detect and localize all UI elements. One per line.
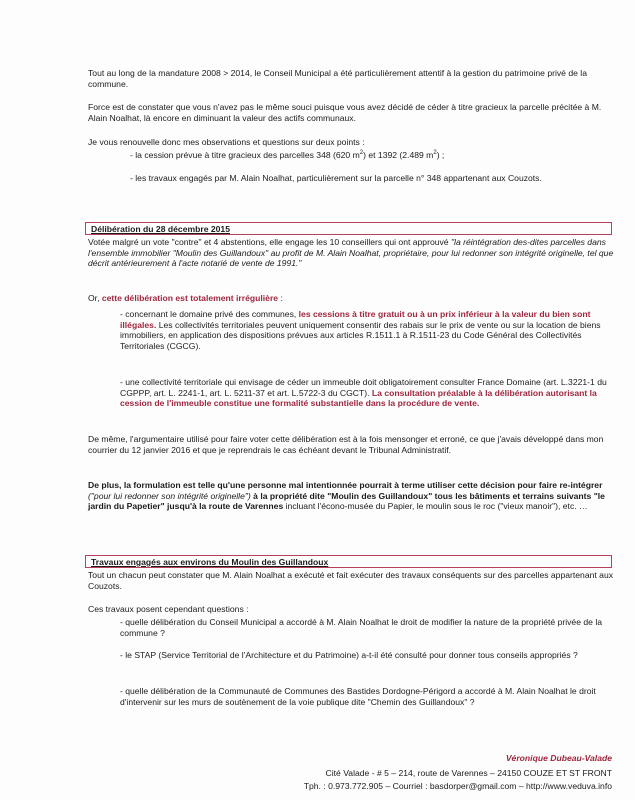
vote-text: Votée malgré un vote "contre" et 4 abstentions, elle engage les 10 conseillers qui ont approuvé [88, 237, 451, 247]
question-3: - quelle délibération de la Communauté de Communes des Bastides Dordogne-Périgord a accordé à M. Alain Noalhat le droit d'intervenir sur les murs de soutènement de la voie publique dite "Chemin des Guillandoux" ? [120, 686, 596, 707]
signature-name: Véronique Dubeau-Valade [505, 753, 612, 763]
bullet-1-text-red: les cessions à titre gratuit ou à un prix inférieur à la valeur du bien sont illégales. [120, 309, 591, 330]
or-text-red: cette délibération est totalement irrégulière [101, 293, 279, 303]
question-1: - quelle délibération du Conseil Municipal a accordé à M. Alain Noalhat le droit de modifier la nature de la propriété privée de la commune ? [120, 617, 603, 638]
or-text-a: Or, [88, 293, 102, 303]
vote-paragraph [88, 237, 616, 269]
section-heading-travaux [85, 555, 612, 568]
point-1-text-a: - la cession prévue à titre gracieux des parcelles 348 (620 m [130, 150, 360, 160]
intro-paragraph-2: Force est de constater que vous n'avez pas le même souci puisque vous avez décidé de céder à titre gracieux la parcelle précitée à M. Alain Noalhat, là encore en diminuant la valeur des actifs communaux. [88, 102, 602, 123]
point-1-sup-2: 2 [433, 150, 437, 157]
travaux-paragraph-2: Ces travaux posent cependant questions : [88, 604, 249, 614]
de-plus-italic: ("pour lui redonner son intégrité originelle") [88, 490, 251, 501]
de-plus-text-a: De plus, la formulation est telle qu'une personne mal intentionnée pourrait à terme utiliser cette décision pour faire re-intégrer [88, 480, 603, 490]
de-plus-text-c: incluant l'écono-musée du Papier, le moulin sous le roc ("vieux manoir"), etc. … [283, 501, 588, 512]
intro-paragraph-1: Tout au long de la mandature 2008 > 2014, le Conseil Municipal a été particulièrement attentif à la gestion du patrimoine privé de la commune. [88, 68, 587, 89]
de-plus-paragraph [88, 480, 616, 512]
footer-contact: Tph. : 0.973.772.905 – Courriel : basdorper@gmail.com – http://www.veduva.info [303, 781, 612, 791]
intro-paragraph-3: Je vous renouvelle donc mes observations et questions sur deux points : [88, 137, 365, 147]
bullet-domaine-prive [120, 309, 616, 351]
de-meme-paragraph: De même, l'argumentaire utilisé pour faire voter cette délibération est à la fois mensonger et erroné, ce que j'avais développé dans mon courrier du 12 janvier 2016 et que je reprendrais le cas échéant devant le Tribunal Administratif. [88, 434, 604, 455]
bullet-1-text-b: Les collectivités territoriales peuvent uniquement consentir des rabais sur le prix de vente ou sur la location de biens immobiliers, en application des dispositions prévues aux articles R.1511.1 à R.1511-23 du Code Général des Collectivités Territoriales (CGCG). [120, 319, 601, 351]
bullet-2-text-red: La consultation préalable à la délibération autorisant la cession de l'immeuble constitue une formalité substantielle dans la procédure de vente. [120, 387, 597, 409]
point-1-text-b: ) et 1392 (2.489 m [363, 150, 434, 160]
footer-address: Cité Valade - # 5 – 214, route de Varennes – 24150 COUZE ET ST FRONT [325, 768, 612, 778]
point-1-text-c: ) ; [436, 150, 445, 160]
de-plus-text-b: à la propriété dite "Moulin des Guillandoux" tous les bâtiments et terrains suivants "le jardin du Papetier" jusqu'à la route de Varennes [88, 490, 605, 512]
section-heading-deliberation-text: Délibération du 28 décembre 2015 [91, 224, 230, 234]
vote-quote: "la réintégration des-dites parcelles dans l'ensemble immobilier "Moulin des Guillandoux" au profit de M. Alain Noalhat, propriétaire, pour lui redonner son intégrité originelle, tel que décrit antérieurement à l'acte notarié de vente de 1991." [88, 237, 614, 269]
travaux-paragraph-1: Tout un chacun peut constater que M. Alain Noalhat a exécuté et fait exécuter des travaux conséquents sur des parcelles appartenant aux Couzots. [88, 570, 614, 591]
bullet-2-text-a: - une collectivité territoriale qui envisage de céder un immeuble doit obligatoirement consulter France Domaine (art. L.3221-1 du CGPPP, art. L. 2241-1, art. L. 5211-37 et art. L.5722-3 du CGCT). [120, 377, 607, 398]
point-1-sup-1: 2 [359, 150, 364, 157]
bullet-france-domaine [120, 377, 616, 409]
bullet-1-text-a: - concernant le domaine privé des communes, [120, 309, 299, 319]
section-heading-travaux-text: Travaux engagés aux environs du Moulin des Guillandoux [91, 557, 329, 567]
or-text-b: : [278, 293, 283, 303]
question-2: - le STAP (Service Territorial de l'Architecture et du Patrimoine) a-t-il été consulté pour donner tous conseils appropriés ? [120, 650, 578, 660]
section-heading-deliberation [85, 222, 612, 235]
point-2: - les travaux engagés par M. Alain Noalhat, particulièrement sur la parcelle n° 348 appartenant aux Couzots. [130, 173, 542, 183]
point-1 [130, 150, 616, 161]
or-paragraph [88, 293, 616, 304]
